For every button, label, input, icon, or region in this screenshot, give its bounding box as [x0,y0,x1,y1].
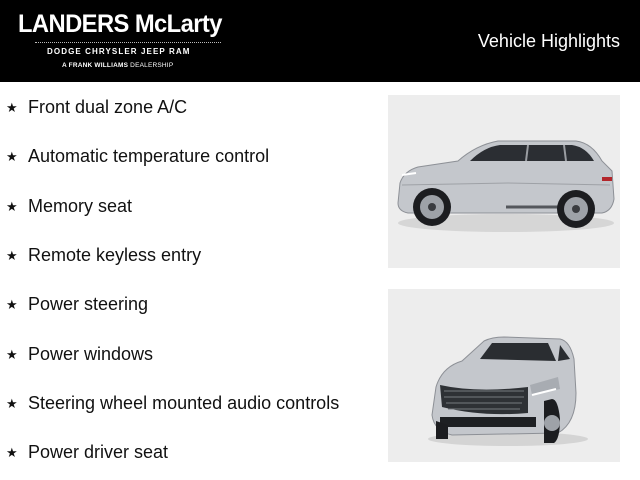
feature-list [6,83,376,477]
feature-item [6,329,376,378]
feature-label: Steering wheel mounted audio controls [28,392,340,413]
vehicle-photo-side[interactable] [388,95,620,268]
vehicle-photo-front[interactable] [388,289,620,462]
feature-item [6,428,376,477]
feature-label: Power windows [28,343,154,364]
page-title: Vehicle Highlights [477,31,620,51]
logo-tagline-prefix: A FRANK WILLIAMS [62,62,129,69]
logo-tagline-suffix: DEALERSHIP [130,62,174,69]
star-icon: ★ [6,445,18,461]
feature-label: Memory seat [28,195,133,216]
feature-label: Remote keyless entry [28,245,202,266]
star-icon: ★ [6,346,18,362]
star-icon: ★ [6,149,18,165]
feature-item [6,83,376,132]
feature-item [6,182,376,231]
star-icon: ★ [6,297,18,313]
star-icon: ★ [6,395,18,411]
dealer-logo[interactable] [18,10,222,74]
feature-item [6,231,376,280]
feature-item [6,379,376,428]
feature-item [6,280,376,329]
suv-side-view-image [388,95,620,268]
logo-name: LANDERS McLarty [18,10,222,38]
feature-label: Power steering [28,294,149,315]
logo-tagline [62,62,173,69]
logo-divider [35,42,221,43]
header-bar [0,0,640,82]
suv-front-view-image [388,289,620,462]
feature-item [6,132,376,181]
feature-label: Front dual zone A/C [28,97,188,118]
logo-brands: DODGE CHRYSLER JEEP RAM [47,47,191,56]
star-icon: ★ [6,198,18,214]
star-icon: ★ [6,100,18,116]
feature-label: Automatic temperature control [28,146,270,167]
feature-label: Power driver seat [28,442,169,463]
star-icon: ★ [6,248,18,264]
